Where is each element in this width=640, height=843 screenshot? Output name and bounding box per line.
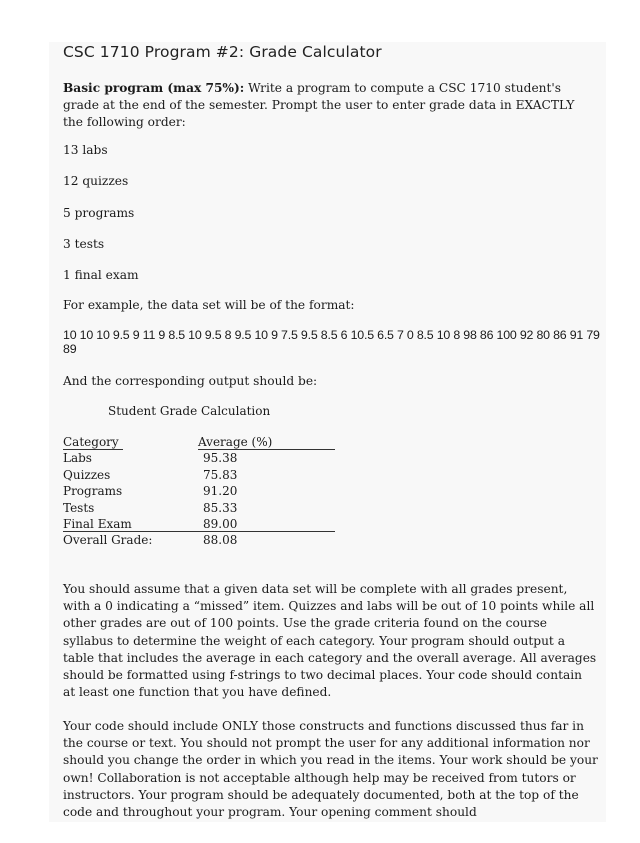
table-row <box>63 501 335 517</box>
intro-text: Write a program to compute a CSC 1710 student's grade at the end of the semester. Prompt the user to enter grade data in EXACTLY the following order: <box>63 81 575 130</box>
row-average: 89.00 <box>203 516 238 531</box>
table-row <box>63 484 335 500</box>
grade-table <box>63 435 335 550</box>
header-category: Category <box>63 435 119 449</box>
table-row-overall <box>63 533 335 549</box>
output-intro: And the corresponding output should be: <box>63 374 318 388</box>
list-item-final: 1 final exam <box>63 268 139 282</box>
table-row <box>63 468 335 484</box>
row-category: Overall Grade: <box>63 533 153 548</box>
intro-bold: Basic program (max 75%): <box>63 81 245 95</box>
row-category: Programs <box>63 484 123 499</box>
header-average: Average (%) <box>198 435 273 449</box>
row-category: Labs <box>63 451 92 466</box>
header-rule-average <box>198 449 335 450</box>
list-item-tests: 3 tests <box>63 237 105 251</box>
row-average: 85.33 <box>203 500 238 515</box>
example-data: 10 10 10 9.5 9 11 9 8.5 10 9.5 8 9.5 10 9 7.5 9.5 8.5 6 10.5 6.5 7 0 8.5 10 8 98 86 100 92 80 86 91 79 89 <box>63 328 600 356</box>
final-rule <box>63 531 335 532</box>
header-rule-category <box>63 449 123 450</box>
row-category: Final Exam <box>63 516 132 531</box>
intro-paragraph <box>63 80 598 132</box>
list-item-labs: 13 labs <box>63 143 108 157</box>
row-average: 95.38 <box>203 451 238 466</box>
page-title: CSC 1710 Program #2: Grade Calculator <box>63 43 382 61</box>
paragraph-requirements: You should assume that a given data set will be complete with all grades present, with a 0 indicating a “missed” item. Quizzes and labs will be out of 10 points while all other grades are out of 100 points. Use the grade criteria found on the course syllabus to determine the weight of each category. Your program should output a table that includes the average in each category and the overall average. All averages should be formatted using f-strings to two decimal places. Your code should contain at least one function that you have defined. <box>63 582 597 700</box>
list-item-quizzes: 12 quizzes <box>63 174 129 188</box>
row-category: Quizzes <box>63 467 111 482</box>
row-category: Tests <box>63 500 95 515</box>
list-item-programs: 5 programs <box>63 206 135 220</box>
row-average: 91.20 <box>203 484 238 499</box>
row-average: 75.83 <box>203 467 238 482</box>
row-average: 88.08 <box>203 533 238 548</box>
document-page <box>49 42 606 822</box>
example-intro: For example, the data set will be of the format: <box>63 298 355 312</box>
report-title: Student Grade Calculation <box>108 404 271 418</box>
table-row <box>63 451 335 467</box>
paragraph-policy: Your code should include ONLY those constructs and functions discussed thus far in the course or text. You should not prompt the user for any additional information nor should you change the order in which you read in the items. Your work should be your own! Collaboration is not acceptable although help may be received from tutors or instructors. Your program should be adequately documented, both at the top of the code and throughout your program. Your opening comment should <box>63 719 598 820</box>
